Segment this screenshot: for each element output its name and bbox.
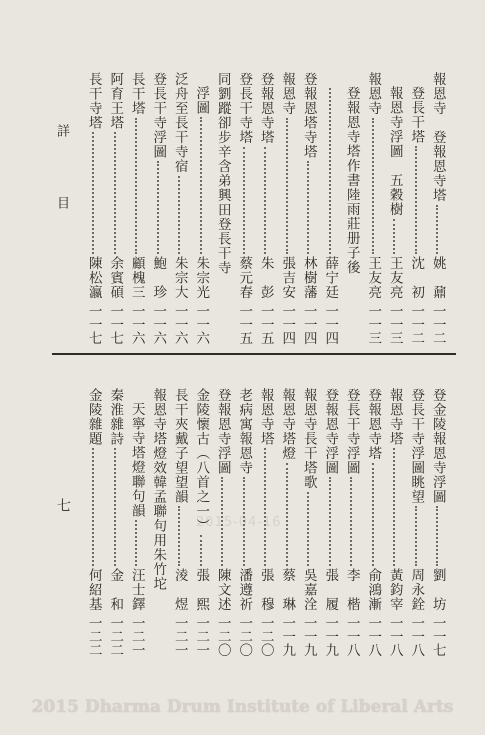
toc-entry bbox=[407, 388, 425, 656]
entry-title: 金陵懷古（八首之一） bbox=[193, 388, 210, 533]
dot-leader bbox=[221, 477, 223, 566]
entry-title: 登長干寺塔 bbox=[236, 72, 253, 145]
entry-author: 蔡 琳 bbox=[279, 568, 296, 612]
entry-author: 金 和 bbox=[107, 568, 124, 612]
dot-leader bbox=[114, 132, 116, 254]
entry-author: 陳文述 bbox=[214, 568, 231, 612]
entry-title: 泛舟至長干寺宿 bbox=[171, 72, 188, 174]
toc-entry bbox=[106, 388, 124, 656]
dot-leader bbox=[436, 506, 438, 566]
entry-author: 王友亮 bbox=[386, 256, 403, 300]
entry-author: 鮑 珍 bbox=[150, 256, 167, 300]
entry-author: 顧槐三 bbox=[128, 256, 145, 300]
entry-page-number: 一一四 bbox=[300, 303, 317, 344]
entry-title: 報恩寺 登報恩寺塔 bbox=[429, 72, 446, 203]
entry-author: 周永銓 bbox=[408, 568, 425, 612]
entry-page-number: 一二一 bbox=[193, 615, 210, 656]
entry-author: 淩 煜 bbox=[171, 568, 188, 612]
entry-title: 報恩寺塔燈 bbox=[279, 388, 296, 461]
toc-entry bbox=[256, 388, 274, 656]
dot-leader bbox=[372, 118, 374, 255]
entry-page-number: 一一八 bbox=[386, 615, 403, 656]
entry-title: 浮圖 bbox=[193, 86, 210, 115]
dot-leader bbox=[243, 477, 245, 566]
dot-leader bbox=[200, 535, 202, 566]
entry-title: 報恩寺 bbox=[365, 72, 382, 116]
entry-page-number: 一一九 bbox=[279, 615, 296, 656]
entry-title: 長干寺塔 bbox=[85, 72, 102, 130]
entry-title: 秦淮雜詩 bbox=[107, 388, 124, 446]
entry-author: 薛宁廷 bbox=[322, 256, 339, 300]
entry-author: 張吉安 bbox=[279, 256, 296, 300]
entry-title: 同劉蹤卻步辛含弟興田登長干寺 bbox=[214, 72, 231, 275]
entry-page-number: 一一六 bbox=[150, 303, 167, 344]
toc-entry bbox=[84, 388, 102, 656]
entry-page-number: 一一二 bbox=[408, 303, 425, 344]
entry-page-number: 一二一 bbox=[128, 615, 145, 656]
dot-leader bbox=[286, 118, 288, 255]
toc-entry bbox=[235, 388, 253, 656]
date-stamp: 2015-04-16 bbox=[196, 515, 282, 530]
entry-title: 老病寓報恩寺 bbox=[236, 388, 253, 475]
dot-leader bbox=[114, 448, 116, 566]
entry-title: 報恩寺長干塔歌 bbox=[300, 388, 317, 490]
entry-title: 報恩寺塔燈效韓孟聯句用朱竹坨 bbox=[150, 388, 167, 591]
entry-title: 長干夾戴子望望韻 bbox=[171, 388, 188, 504]
dot-leader bbox=[178, 176, 180, 255]
toc-entry bbox=[385, 72, 403, 344]
toc-entry bbox=[278, 388, 296, 656]
entry-page-number: 一一二 bbox=[429, 303, 446, 344]
toc-entry bbox=[342, 72, 360, 344]
institution-watermark: 2015 Dharma Drum Institute of Liberal Arts bbox=[31, 697, 454, 717]
toc-entry bbox=[127, 72, 145, 344]
toc-entry bbox=[192, 72, 210, 344]
dot-leader bbox=[264, 448, 266, 566]
entry-author: 李 楷 bbox=[343, 568, 360, 612]
entry-page-number: 一一六 bbox=[193, 303, 210, 344]
entry-title: 阿育王塔 bbox=[107, 72, 124, 130]
entry-title: 登長干寺浮圖眺望 bbox=[408, 388, 425, 504]
section-heading: 詳 目 bbox=[54, 124, 69, 231]
dot-leader bbox=[415, 506, 417, 566]
toc-entry bbox=[278, 72, 296, 344]
entry-author: 劉 坊 bbox=[429, 568, 446, 612]
entry-author: 吳嘉洤 bbox=[300, 568, 317, 612]
entry-author: 朱宗大 bbox=[171, 256, 188, 300]
dot-leader bbox=[243, 147, 245, 255]
entry-title: 登報恩寺塔 bbox=[365, 388, 382, 461]
entry-page-number: 一二二 bbox=[107, 615, 124, 656]
entry-author: 余賓碩 bbox=[107, 256, 124, 300]
entry-author: 林樹藩 bbox=[300, 256, 317, 300]
entry-author: 張 熙 bbox=[193, 568, 210, 612]
toc-entry bbox=[385, 388, 403, 656]
entry-title: 登長干寺浮圖 bbox=[150, 72, 167, 159]
entry-page-number: 一二一 bbox=[171, 615, 188, 656]
dot-leader bbox=[393, 219, 395, 255]
toc-entry bbox=[321, 388, 339, 656]
entry-page-number: 一一五 bbox=[257, 303, 274, 344]
entry-title: 登報恩寺浮圖 bbox=[322, 388, 339, 475]
entry-page-number: 一一九 bbox=[322, 615, 339, 656]
dot-leader bbox=[92, 448, 94, 566]
dot-leader bbox=[200, 117, 202, 254]
dot-leader bbox=[286, 463, 288, 567]
entry-title: 天寧寺塔燈聯句韻 bbox=[128, 402, 145, 518]
toc-entry bbox=[364, 72, 382, 344]
dot-leader bbox=[393, 448, 395, 566]
entry-title: 登報恩寺浮圖 bbox=[214, 388, 231, 475]
entry-title: 報恩寺 bbox=[279, 72, 296, 116]
entry-author: 陳松瀛 bbox=[85, 256, 102, 300]
entry-author: 王友亮 bbox=[365, 256, 382, 300]
dot-leader bbox=[307, 161, 309, 254]
entry-title: 長干塔 bbox=[128, 72, 145, 116]
toc-entry bbox=[106, 72, 124, 344]
entry-page-number: 一一八 bbox=[343, 615, 360, 656]
dot-leader bbox=[307, 492, 309, 567]
entry-title: 金陵雜題 bbox=[85, 388, 102, 446]
toc-entry bbox=[213, 388, 231, 656]
entry-author: 沈 初 bbox=[408, 256, 425, 300]
entry-page-number: 一一七 bbox=[85, 303, 102, 344]
toc-entry bbox=[342, 388, 360, 656]
entry-title: 登長干塔 bbox=[408, 86, 425, 144]
toc-entry bbox=[170, 72, 188, 344]
entry-page-number: 一二〇 bbox=[214, 615, 231, 656]
dot-leader bbox=[415, 146, 417, 254]
dot-leader bbox=[350, 477, 352, 566]
entry-author: 黃鈞宰 bbox=[386, 568, 403, 612]
entry-title: 登報恩寺塔作書陸雨莊册子後 bbox=[343, 86, 360, 275]
entry-title: 報恩寺塔 bbox=[386, 388, 403, 446]
entry-page-number: 一二〇 bbox=[257, 615, 274, 656]
entry-page-number: 一一四 bbox=[322, 303, 339, 344]
toc-entry bbox=[428, 72, 446, 344]
entry-page-number: 一一四 bbox=[279, 303, 296, 344]
entry-author: 俞鴻漸 bbox=[365, 568, 382, 612]
entry-page-number: 一二〇 bbox=[236, 615, 253, 656]
toc-entry bbox=[149, 388, 167, 656]
toc-entry bbox=[235, 72, 253, 344]
dot-leader bbox=[436, 205, 438, 255]
dot-leader bbox=[264, 147, 266, 255]
entry-page-number: 一一七 bbox=[107, 303, 124, 344]
dot-leader bbox=[372, 463, 374, 567]
entry-page-number: 一一八 bbox=[408, 615, 425, 656]
entry-author: 朱 彭 bbox=[257, 256, 274, 300]
entry-page-number: 一一六 bbox=[171, 303, 188, 344]
toc-entry bbox=[170, 388, 188, 656]
entry-title: 報恩寺塔 bbox=[257, 388, 274, 446]
toc-entry bbox=[256, 72, 274, 344]
page-number: 七 bbox=[55, 498, 71, 512]
toc-entry bbox=[84, 72, 102, 344]
dot-leader bbox=[135, 520, 137, 566]
toc-entry bbox=[321, 72, 339, 344]
toc-entry bbox=[299, 72, 317, 344]
entry-author: 朱宗光 bbox=[193, 256, 210, 300]
entry-title: 登報恩塔寺塔 bbox=[300, 72, 317, 159]
entry-title: 登報恩寺塔 bbox=[257, 72, 274, 145]
entry-page-number: 一一七 bbox=[429, 615, 446, 656]
entry-title: 登金陵報恩寺浮圖 bbox=[429, 388, 446, 504]
entry-title: 報恩寺浮圖 五穀樹 bbox=[386, 86, 403, 217]
entry-author: 何紹基 bbox=[85, 568, 102, 612]
dot-leader bbox=[92, 132, 94, 254]
entry-page-number: 一一六 bbox=[128, 303, 145, 344]
toc-entry bbox=[407, 72, 425, 344]
entry-page-number: 一一五 bbox=[236, 303, 253, 344]
divider-rule bbox=[52, 353, 456, 355]
toc-entry bbox=[192, 388, 210, 656]
entry-author: 姚 鼐 bbox=[429, 256, 446, 300]
toc-entry bbox=[149, 72, 167, 344]
entry-title: 登長干寺浮圖 bbox=[343, 388, 360, 475]
entry-page-number: 一一三 bbox=[365, 303, 382, 344]
toc-entry bbox=[299, 388, 317, 656]
toc-entry bbox=[127, 388, 145, 656]
toc-entry bbox=[428, 388, 446, 656]
dot-leader bbox=[178, 506, 180, 566]
entry-page-number: 一一三 bbox=[386, 303, 403, 344]
entry-page-number: 一一九 bbox=[300, 615, 317, 656]
entry-author: 蔡元春 bbox=[236, 256, 253, 300]
entry-author: 汪士鐸 bbox=[128, 568, 145, 612]
entry-page-number: 一二二 bbox=[85, 615, 102, 656]
entry-page-number: 一一八 bbox=[365, 615, 382, 656]
dot-leader bbox=[329, 477, 331, 566]
dot-leader bbox=[329, 88, 331, 254]
dot-leader bbox=[135, 118, 137, 255]
dot-leader bbox=[157, 161, 159, 254]
entry-author: 張 穆 bbox=[257, 568, 274, 612]
toc-entry bbox=[213, 72, 231, 344]
entry-author: 張 履 bbox=[322, 568, 339, 612]
toc-entry bbox=[364, 388, 382, 656]
entry-author: 潘遵祈 bbox=[236, 568, 253, 612]
